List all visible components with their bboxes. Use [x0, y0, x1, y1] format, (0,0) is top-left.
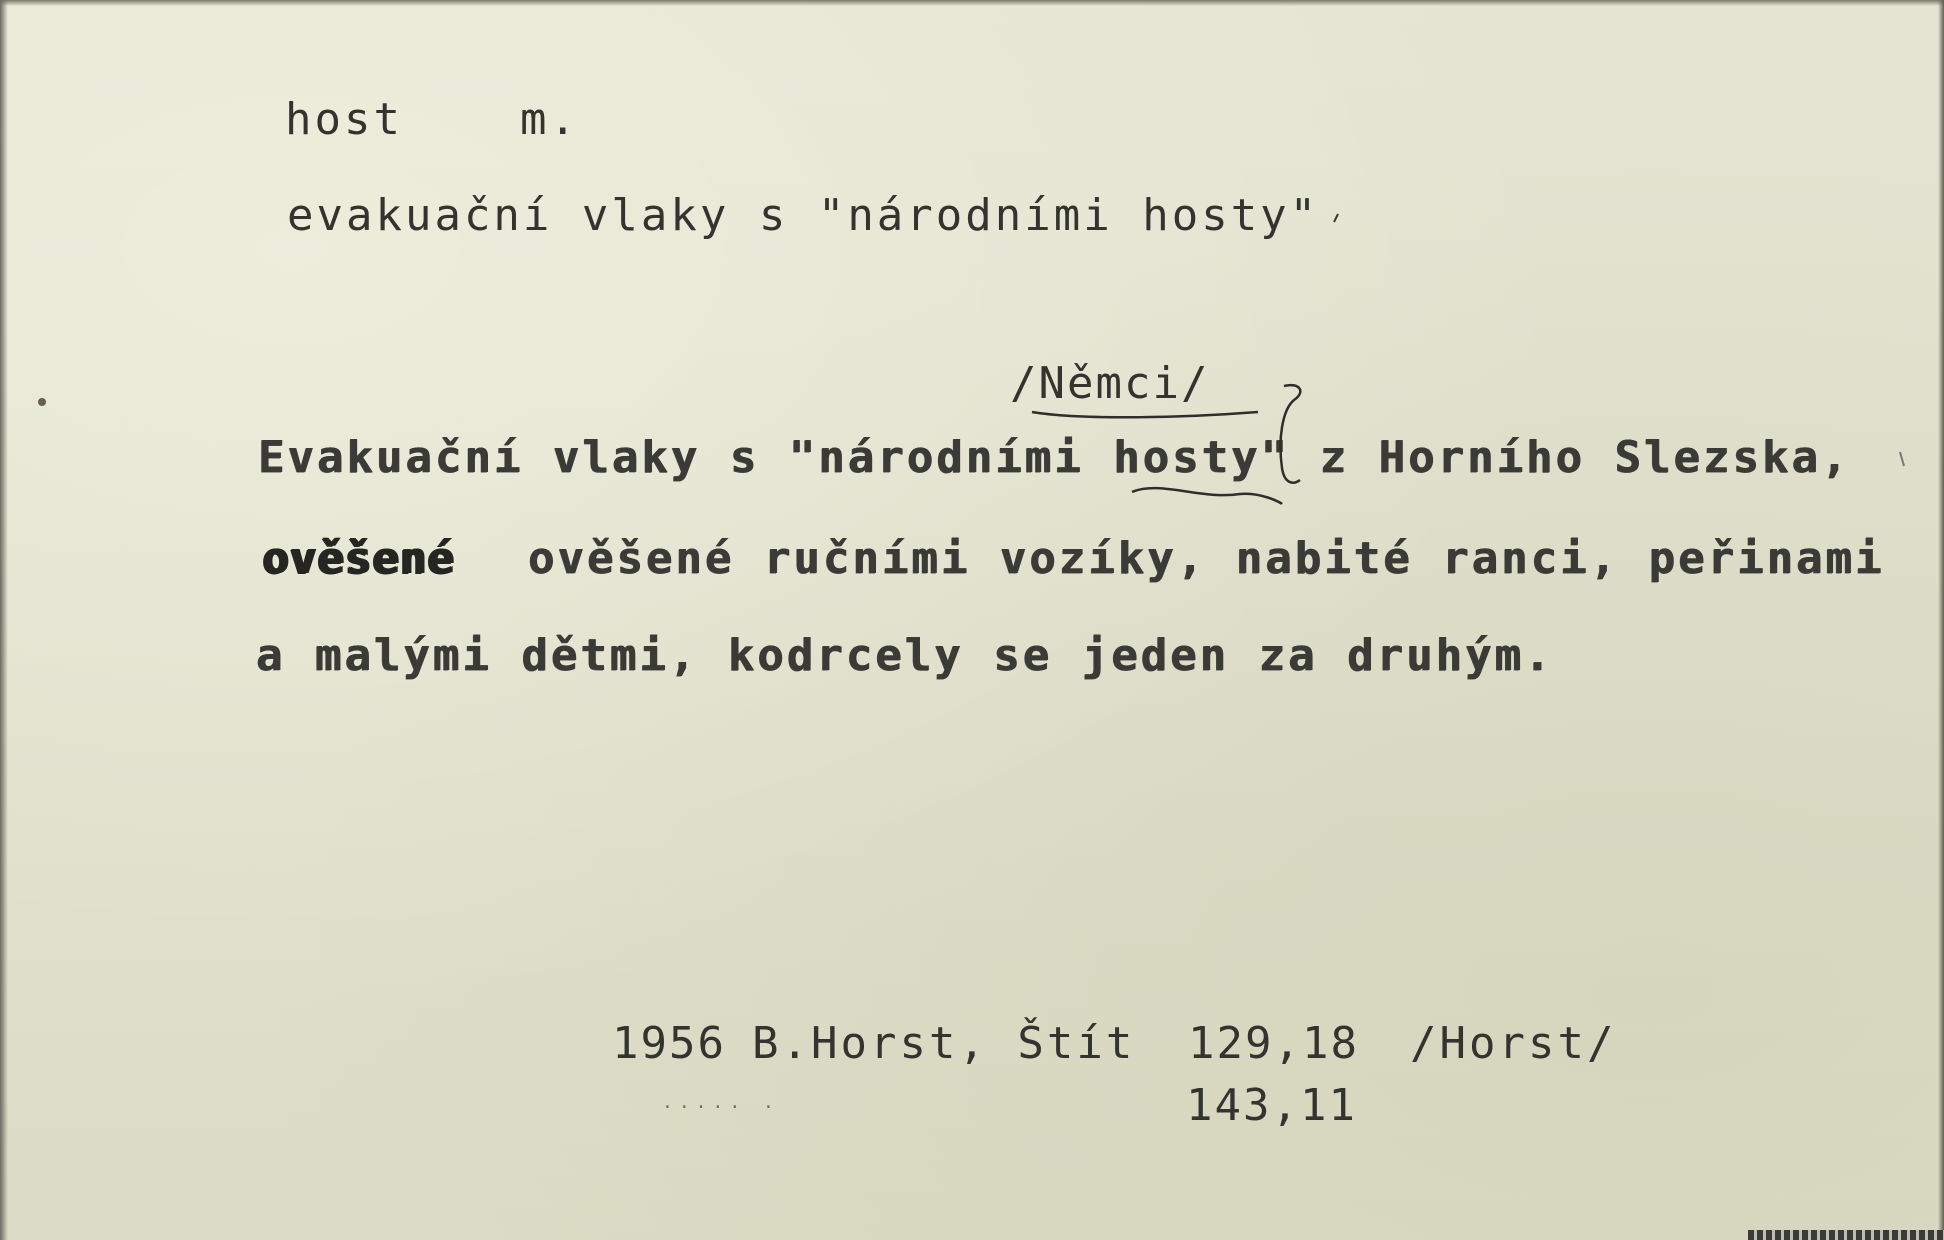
- headword: host: [285, 94, 403, 145]
- card-top-edge: [0, 0, 1944, 6]
- quote-line-2: ověšené ručními vozíky, nabité ranci, peřinami: [528, 533, 1885, 584]
- card-corner-strip: [1748, 1230, 1944, 1240]
- citation-year: 1956: [612, 1018, 726, 1069]
- phrase-end-tick: [1334, 214, 1338, 222]
- annotation-nemci: /Němci/: [1010, 358, 1210, 409]
- citation-author-work: B.Horst, Štít: [752, 1018, 1136, 1069]
- quote-line-1-end: " z Horního Slezska,: [1260, 432, 1851, 483]
- card-left-edge: [0, 0, 8, 1240]
- quote-line-3: a malými dětmi, kodrcely se jeden za druhým.: [256, 630, 1554, 681]
- hosty-underline-squiggle: [1132, 488, 1282, 504]
- grammatical-gender: m.: [520, 94, 579, 145]
- quote-hosty-word: hosty: [1113, 432, 1261, 483]
- example-phrase: evakuační vlaky s "národními hosty": [287, 190, 1320, 241]
- quote-line-1: [258, 432, 1851, 483]
- struck-out-word: ověšené: [262, 533, 455, 584]
- annotation-curve: [1032, 412, 1258, 417]
- card-right-edge: [1938, 0, 1944, 1240]
- margin-mark: [1900, 452, 1904, 466]
- quote-line-1-start: Evakuační vlaky s "národními: [258, 432, 1114, 483]
- faint-dots: ..... .: [662, 1092, 780, 1113]
- citation-pages-1: 129,18: [1188, 1018, 1359, 1069]
- citation-pages-2: 143,11: [1186, 1080, 1357, 1131]
- paper-speck: [38, 398, 46, 406]
- citation-source: /Horst/: [1410, 1018, 1617, 1069]
